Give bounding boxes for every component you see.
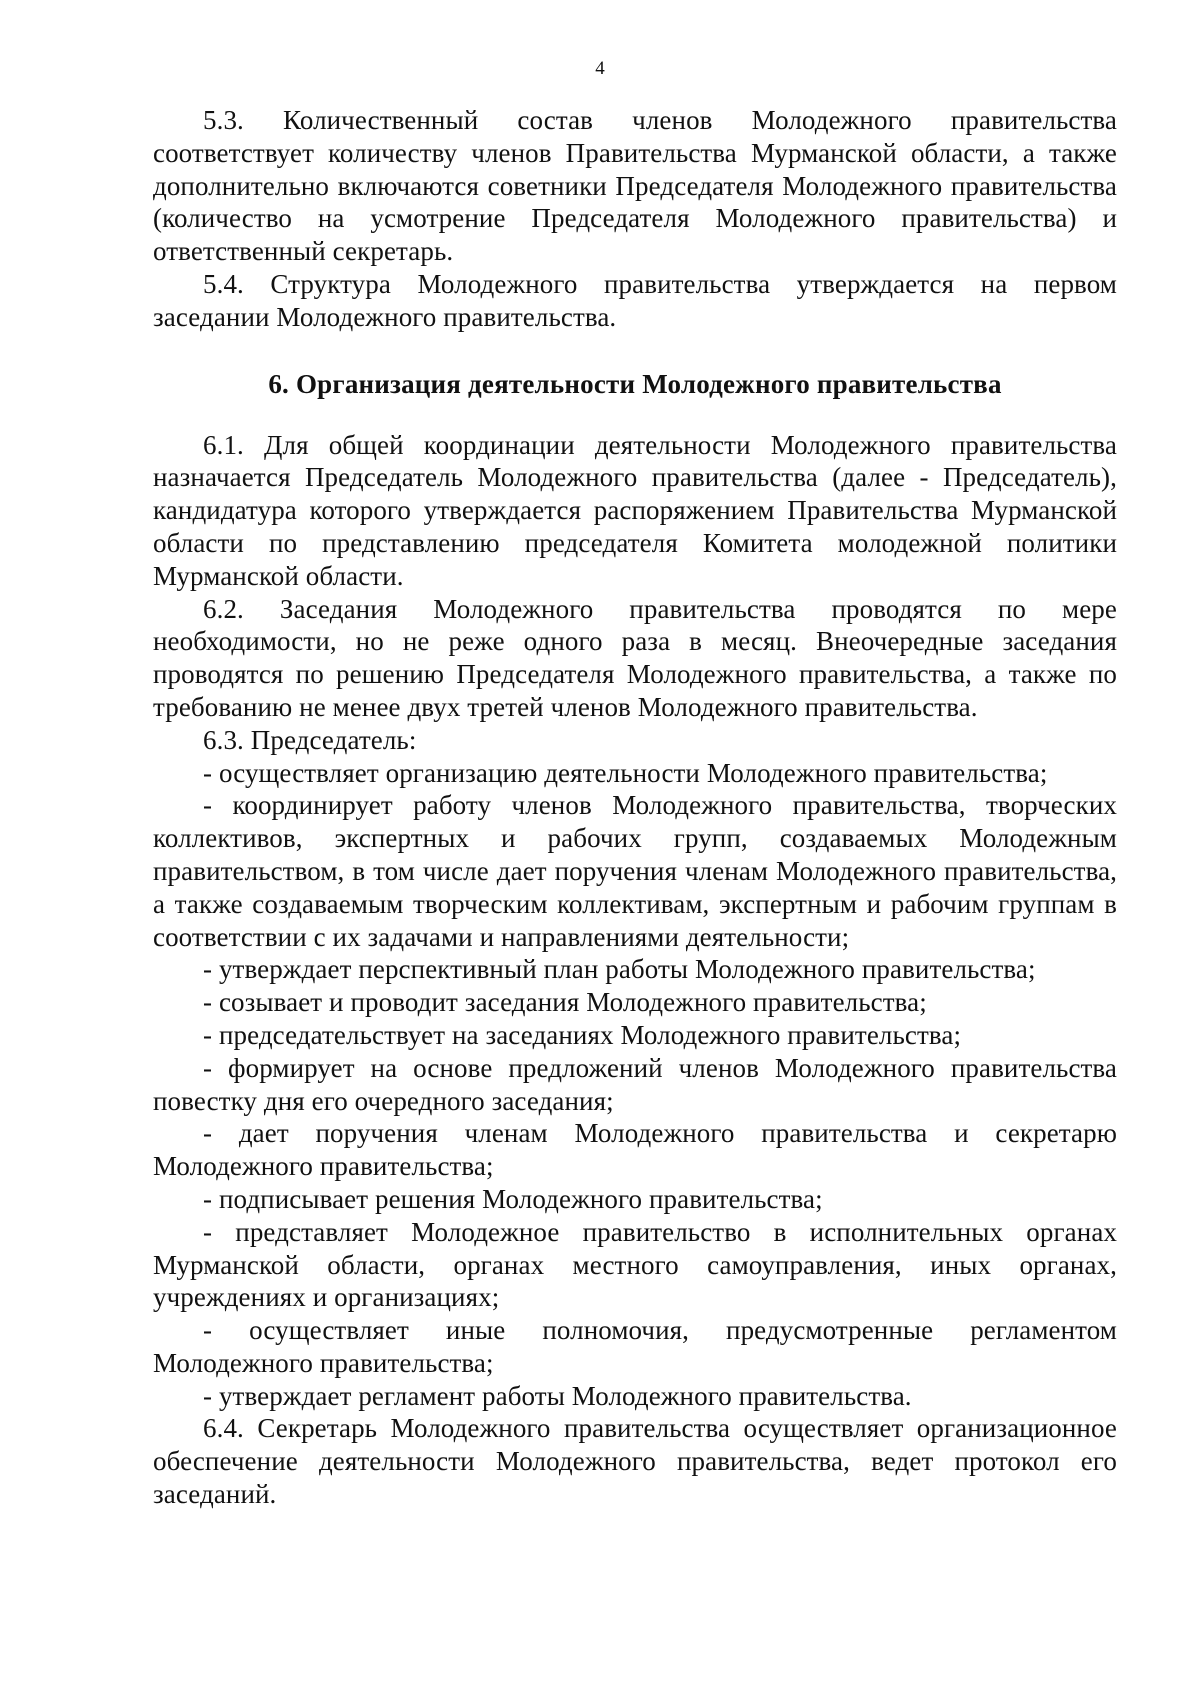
list-item: - утверждает перспективный план работы Молодежного правительства; [203,954,1036,985]
list-item: - созывает и проводит заседания Молодежного правительства; [203,987,927,1018]
list-item: - дает поручения членам Молодежного правительства и секретарю Молодежного правительства; [153,1118,1117,1182]
list-item: - председательствует на заседаниях Молодежного правительства; [203,1019,962,1050]
section-6-heading: 6. Организация деятельности Молодежного правительства [268,368,1002,399]
page-number: 4 [595,58,605,79]
list-item: - осуществляет иные полномочия, предусмотренные регламентом Молодежного правительства; [153,1315,1117,1378]
paragraph-6-3: 6.3. Председатель: [203,724,417,755]
paragraph-6-2: 6.2. Заседания Молодежного правительства проводятся по мере необходимости, но не реже одного раза в месяц. Внеочередные заседания проводятся по решению Председателя Молодежного правительства, а также по требованию не менее двух третей членов Молодежного правительства. [153,593,1117,722]
paragraph-5-3: 5.3. Количественный состав членов Молодежного правительства соответствует количеству членов Правительства Мурманской области, а также дополнительно включаются советники Председателя Молодежного правительства (количество на усмотрение Председателя Молодежного правительства) и ответственный секретарь. [153,105,1117,267]
list-item: - представляет Молодежное правительство в исполнительных органах Мурманской области, органах местного самоуправления, иных органах, учреждениях и организациях; [153,1216,1117,1313]
list-item: - формирует на основе предложений членов Молодежного правительства повестку дня его очередного заседания; [153,1052,1117,1116]
paragraph-5-4: 5.4. Структура Молодежного правительства утверждается на первом заседании Молодежного правительства. [153,268,1117,332]
paragraph-6-1: 6.1. Для общей координации деятельности Молодежного правительства назначается Председатель Молодежного правительства (далее - Председатель), кандидатура которого утверждается распоряжением Правительства Мурманской области по представлению председателя Комитета молодежной политики Мурманской области. [153,429,1117,591]
document-body [153,104,1117,1511]
paragraph-6-4: 6.4. Секретарь Молодежного правительства осуществляет организационное обеспечение деятельности Молодежного правительства, ведет протокол его заседаний. [153,1413,1117,1510]
list-item: - координирует работу членов Молодежного правительства, творческих коллективов, экспертных и рабочих групп, создаваемых Молодежным правительством, в том числе дает поручения членам Молодежного правительства, а также создаваемым творческим коллективам, экспертным и рабочим группам в соответствии с их задачами и направлениями деятельности; [153,790,1117,952]
list-item: - осуществляет организацию деятельности Молодежного правительства; [203,757,1048,788]
list-item: - утверждает регламент работы Молодежного правительства. [203,1380,912,1411]
list-item: - подписывает решения Молодежного правительства; [203,1183,823,1214]
